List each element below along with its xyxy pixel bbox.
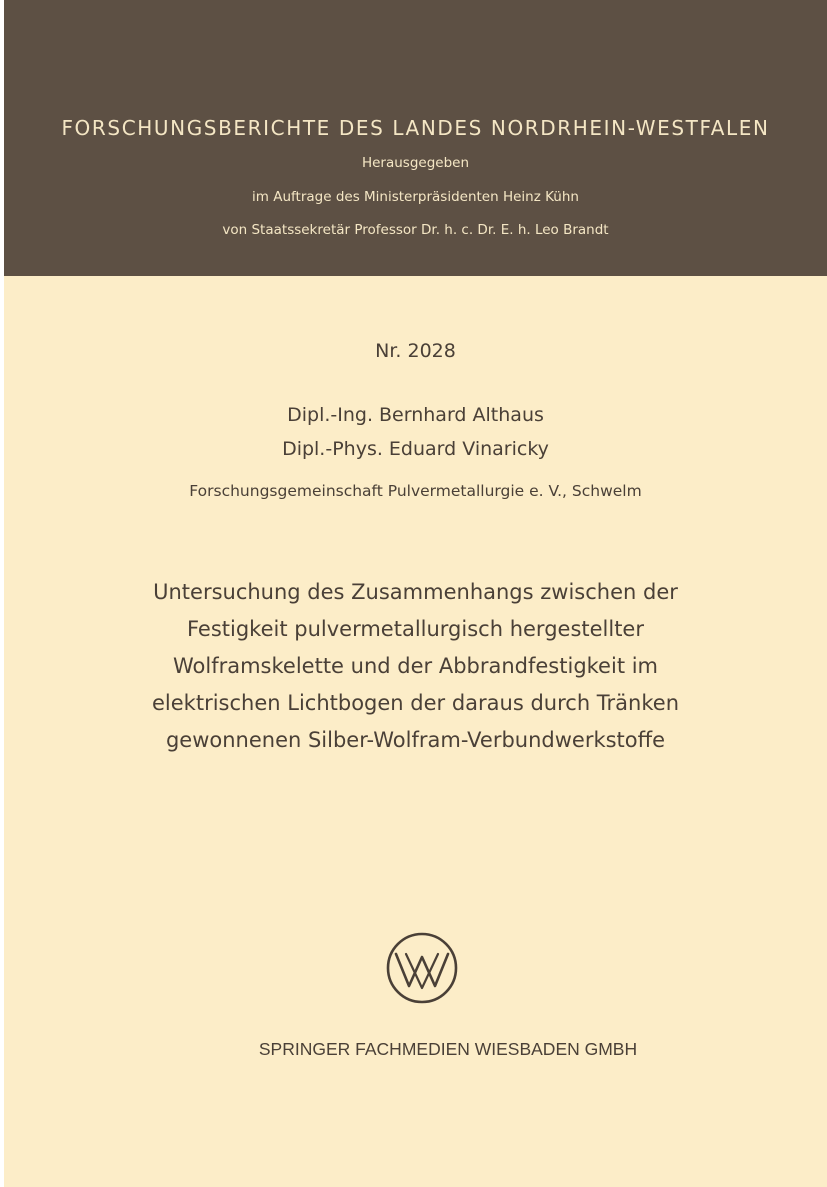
institution: Forschungsgemeinschaft Pulvermetallurgie e. V., Schwelm bbox=[189, 482, 642, 500]
publisher-name: SPRINGER FACHMEDIEN WIESBADEN GMBH bbox=[258, 1039, 638, 1059]
author-2: Dipl.-Phys. Eduard Vinaricky bbox=[282, 438, 549, 460]
report-title bbox=[4, 574, 827, 759]
editor-line-1: Herausgegeben bbox=[361, 155, 470, 171]
series-header-band bbox=[4, 0, 827, 276]
report-number: Nr. 2028 bbox=[375, 340, 456, 362]
title-line-5: gewonnenen Silber-Wolfram-Verbundwerkstoffe bbox=[165, 728, 666, 752]
series-title: FORSCHUNGSBERICHTE DES LANDES NORDRHEIN-WESTFALEN bbox=[61, 116, 770, 140]
author-1: Dipl.-Ing. Bernhard Althaus bbox=[287, 404, 544, 426]
title-line-4: elektrischen Lichtbogen der daraus durch Tränken bbox=[152, 691, 679, 715]
title-line-2: Festigkeit pulvermetallurgisch hergestellter bbox=[186, 617, 644, 641]
publisher-logo-icon bbox=[384, 930, 460, 1006]
editor-line-3: von Staatssekretär Professor Dr. h. c. Dr. E. h. Leo Brandt bbox=[222, 222, 609, 238]
book-cover bbox=[4, 0, 827, 1187]
title-line-1: Untersuchung des Zusammenhangs zwischen der bbox=[153, 580, 678, 604]
title-line-3: Wolframskelette und der Abbrandfestigkeit im bbox=[172, 654, 659, 678]
editor-line-2: im Auftrage des Ministerpräsidenten Heinz Kühn bbox=[252, 189, 579, 205]
